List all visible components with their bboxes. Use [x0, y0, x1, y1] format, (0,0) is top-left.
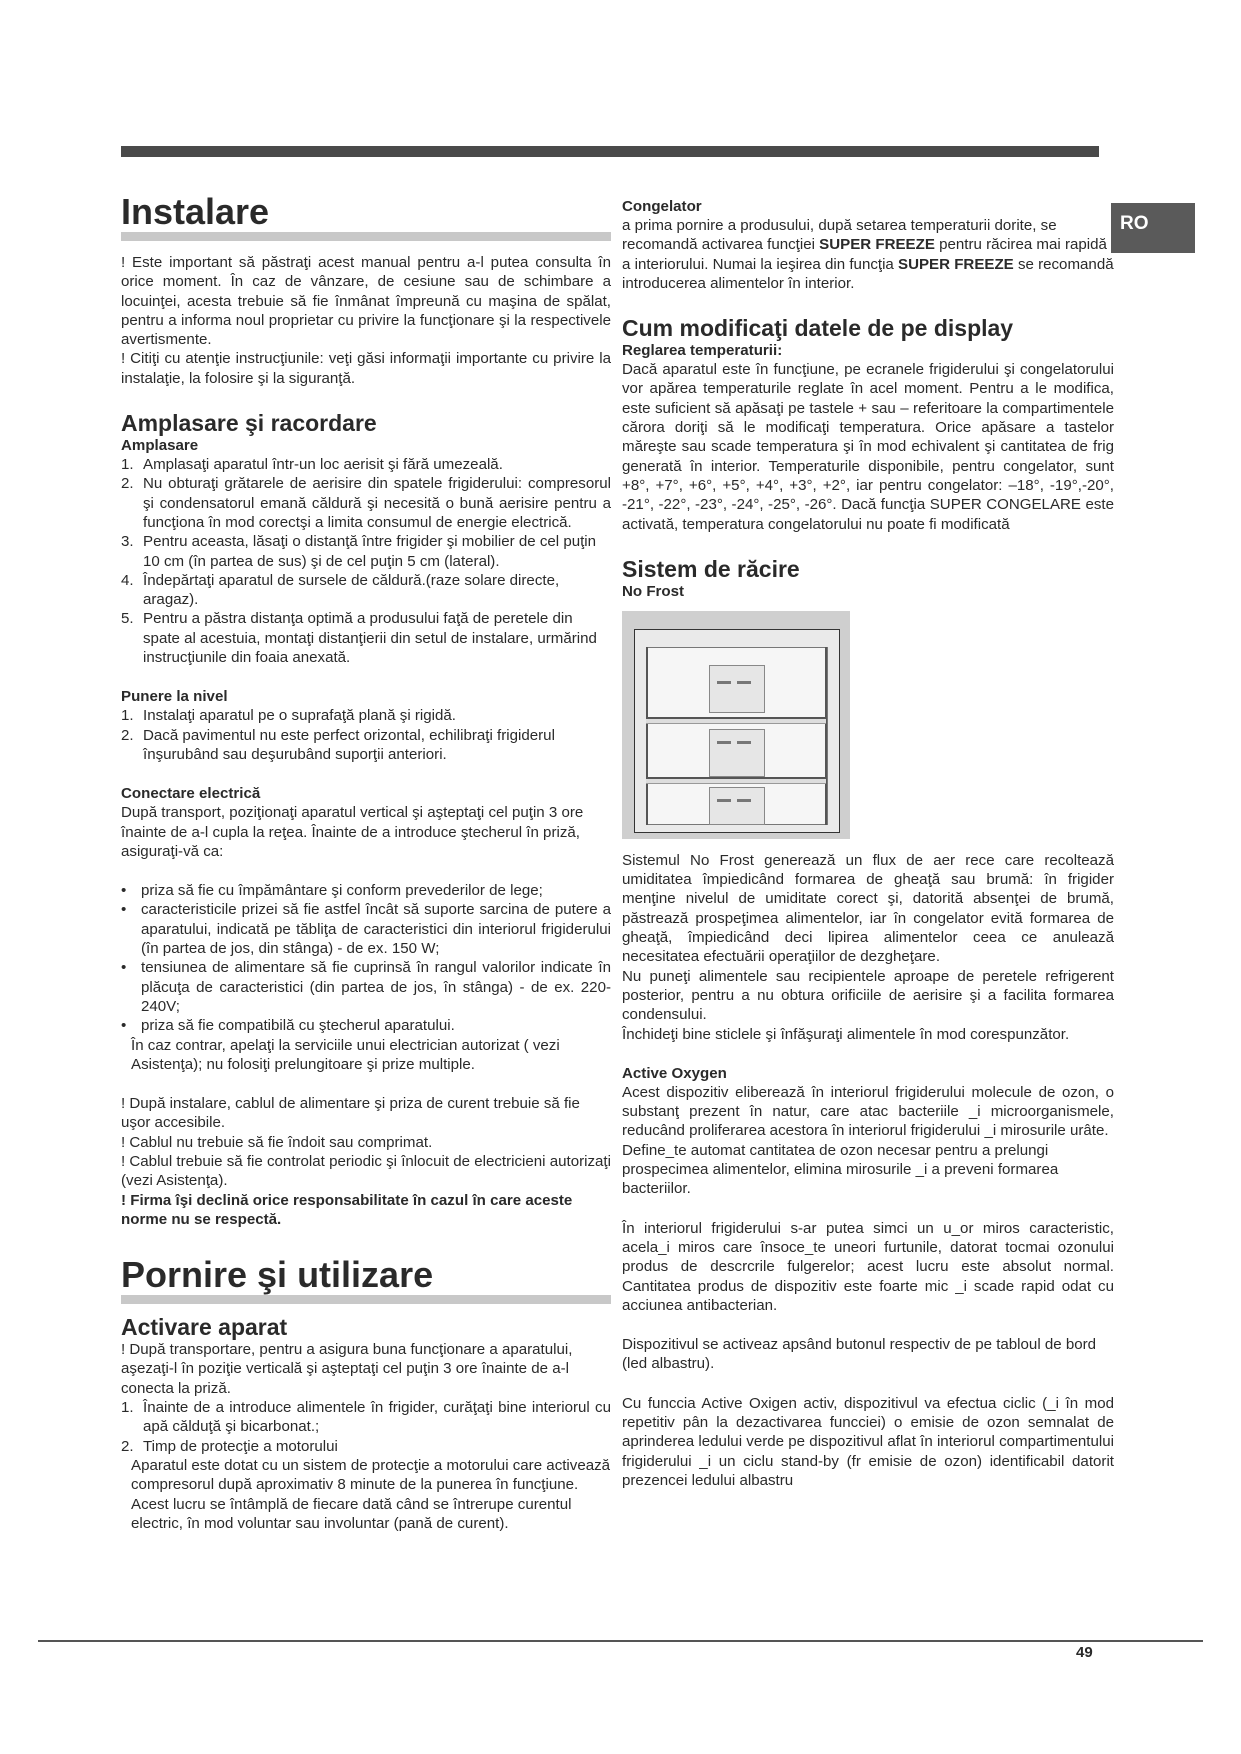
list-item: 4. Îndepărtaţi aparatul de sursele de căldură.(raze solare directe, aragaz). [121, 571, 560, 609]
list-item: 2. Dacă pavimentul nu este perfect orizontal, echilibraţi frigiderul înşurubând sau deşurubând suporţii anteriori. [121, 726, 555, 763]
motor-protection-text: Aparatul este dotat cu un sistem de protecţie a motorului care activează compresorul după aproximativ 8 minute de la punerea în funcţiune. Acest lucru se întâmplă de fiecare dată când se întrerupe curentul electric, în mod voluntar sau involuntar (pană de curent). [131, 1456, 611, 1532]
bullet-item: • tensiunea de alimentare să fie cuprinsă în rangul valorilor indicate în plăcuţa de caracteristici (din partea de jos, în stânga) - de ex. 220-240V; [121, 958, 611, 1016]
oxygen-para-4: Dispozitivul se activeaz apsând butonul respectiv de pe tabloul de bord (led albastru). [622, 1336, 1097, 1373]
subheading-amplasare: Amplasare [121, 437, 199, 455]
air-vent [717, 681, 731, 684]
list-item: 3. Pentru aceasta, lăsaţi o distanţă între frigider şi mobilier de cel puţin 10 cm (în partea de sus) şi de cel puţin 5 cm (lateral). [121, 533, 597, 570]
bullet-item: • caracteristicile prizei să fie astfel încât să suporte sarcina de putere a aparatului, indicată pe tăbliţa de caracteristici din interiorul frigiderului (în partea de jos, din stânga) - de ex. 150 W; [121, 900, 611, 958]
nofrost-para-3: Închideţi bine sticlele şi înfăşuraţi alimentele în mod corespunzător. [622, 1025, 1070, 1043]
pornire-list [121, 1398, 611, 1456]
heading-sistem-racire: Sistem de răcire [622, 555, 800, 582]
bullet-item: • priza să fie cu împământare şi conform prevederilor de lege; [121, 881, 611, 900]
language-tab: RO [1111, 203, 1195, 253]
amplasare-list [121, 455, 611, 667]
heading-display: Cum modificaţi datele de pe display [622, 315, 1014, 342]
subheading-congelator: Congelator [622, 198, 702, 215]
fridge-wall-right [825, 647, 827, 825]
air-vent [717, 799, 731, 802]
right-column [622, 197, 1114, 1490]
fridge-drawer [709, 665, 765, 713]
pornire-para-1: ! După transportare, pentru a asigura buna funcţionare a aparatului, aşezaţi-l în poziţie verticală şi aşteptaţi cel puţin 3 ore înainte de a-l conecta la priză. [121, 1341, 573, 1397]
instalare-para-2: ! Citiţi cu atenţie instrucţiunile: veţi găsi informaţii importante cu privire la instalaţie, la folosire şi la siguranţă. [121, 350, 611, 387]
subheading-no-frost: No Frost [622, 582, 685, 600]
heading-activare-aparat: Activare aparat [121, 1314, 288, 1341]
electric-bullets [121, 881, 611, 1035]
list-item: 2. Timp de protecţie a motorului [121, 1437, 338, 1455]
fridge-drawer [709, 729, 765, 777]
page-number: 49 [1076, 1644, 1093, 1661]
list-item: 1. Amplasaţi aparatul într-un loc aerisit şi fără umezeală. [121, 456, 503, 474]
instalare-para-1: ! Este important să păstraţi acest manual pentru a-l putea consulta în orice moment. În caz de vânzare, de cesiune sau de schimbare a locuinţei, acesta trebuie să fie înmânat împreună cu maşina de spălat, pentru a informa noul proprietar cu privire la funcţionare şi la respectivele avertismente. [121, 254, 611, 349]
bottom-rule [38, 1640, 1203, 1642]
electric-after: În caz contrar, apelaţi la serviciile unui electrician autorizat ( vezi Asistenţa); nu folosiţi prelungitoare şi prize multiple. [131, 1036, 560, 1073]
air-vent [737, 799, 751, 802]
warning-1: ! După instalare, cablul de alimentare şi priza de curent trebuie să fie uşor accesibile. [121, 1095, 580, 1132]
air-vent [737, 681, 751, 684]
subheading-reglarea: Reglarea temperaturii: [622, 342, 783, 360]
bullet-item: • priza să fie compatibilă cu ştecherul aparatului. [121, 1016, 611, 1035]
nofrost-para-1: Sistemul No Frost generează un flux de aer rece care recoltează umiditatea împiedicând formarea de gheaţă sau brumă: în frigider menţine nivelul de umiditate corect şi, datorită absenţei de brumă, păstrează prospeţimea alimentelor, iar în congelator evită formarea de gheaţă, împiedicând deci lipirea alimentelor ceea ce anulează necesitatea efectuării operaţiilor de dezgheţare. [622, 851, 1114, 966]
list-item: 5. Pentru a păstra distanţa optimă a produsului faţă de peretele din spate al acestuia, montaţi distanţierii din setul de instalare, urmărind instrucţiunile din foaia anexată. [121, 610, 597, 667]
warning-4: ! Firma îşi declină orice responsabilitate în cazul în care aceste norme nu se respectă. [121, 1191, 573, 1228]
oxygen-para-5: Cu funccia Active Oxigen activ, dispozitivul va efectua ciclic (_i în mod repetitiv pân la dezactivarea funcciei) o emisie de ozon semnalat de aprinderea ledului verde pe dispozitivul aflat în interiorul compartimentului frigiderului _i un ciclu stand-by (fr emisie de ozon) identificabil datorit prezencei ledului albastru [622, 1394, 1114, 1489]
fridge-wall-left [646, 647, 648, 825]
fridge-shelf [646, 777, 826, 784]
warning-2: ! Cablul nu trebuie să fie îndoit sau comprimat. [121, 1133, 433, 1151]
heading-amplasare-racordare: Amplasare şi racordare [121, 410, 377, 437]
list-item: 1. Înainte de a introduce alimentele în frigider, curăţaţi bine interiorul cu apă călduţă şi bicarbonat.; [121, 1399, 611, 1436]
air-vent [717, 741, 731, 744]
left-column [121, 192, 611, 1533]
fridge-shelf [646, 717, 826, 724]
oxygen-para-2: Define_te automat cantitatea de ozon necesar pentru a prelungi prospecimea alimentelor, elimina mirosurile _i a preveni formarea bacteriilor. [622, 1141, 1059, 1198]
subheading-active-oxygen: Active Oxygen [622, 1064, 727, 1082]
list-item: 2. Nu obturaţi grătarele de aerisire din spatele frigiderului: compresorul şi condensatorul emană căldură şi necesită o bună aerisire pentru a funcţiona în mod corectşi a limita consumul de energie electrică. [121, 475, 611, 531]
oxygen-para-3: În interiorul frigiderului s-ar putea simci un u_or miros caracteristic, acela_i miros care însoce_te uneori furtunile, datorat tocmai ozonului produs de descrcrile fulgerelor; acest lucru este absolut normal. Cantitatea produs de dispozitiv este foarte mic _i scade rapid odat cu acciunea antibacterian. [622, 1219, 1114, 1314]
warning-3: ! Cablul trebuie să fie controlat periodic şi înlocuit de electricieni autorizaţi (vezi Asistenţa). [121, 1152, 611, 1190]
air-vent [737, 741, 751, 744]
section-title-instalare: Instalare [121, 192, 611, 241]
fridge-drawer [709, 787, 765, 825]
section-title-pornire: Pornire şi utilizare [121, 1255, 611, 1304]
congelator-text: a prima pornire a produsului, după setarea temperaturii dorite, se recomandă activarea funcţiei SUPER FREEZE pentru răcirea mai rapidă a interiorului. Numai la ieşirea din funcţia SUPER FREEZE se recomandă introducerea alimentelor în interior. [622, 217, 1114, 292]
top-rule [121, 146, 1099, 157]
display-text: Dacă aparatul este în funcţiune, pe ecranele frigiderului şi congelatorului vor apărea temperaturile reglate în acel moment. Pentru a le modifica, este suficient să apăsaţi pe tastele + sau – referitoare la compartimentele cărora doriţi să le modificaţi temperatura. Orice apăsare a tastelor măreşte sau scade temperatura şi în mod echivalent şi cantitatea de frig generată în interior. Temperaturile disponibile, pentru congelator, sunt +8°, +7°, +6°, +5°, +4°, +3°, +2°, iar pentru congelator: –18°, -19°,-20°, -21°, -22°, -23°, -24°, -25°, -26°. Dacă funcţia SUPER CONGELARE este activată, temperatura congelatorului nu poate fi modificată [622, 361, 1114, 533]
nofrost-para-2: Nu puneţi alimentele sau recipientele aproape de peretele refrigerent posterior, pentru a nu obtura orificiile de aerisire şi a facilita formarea condensului. [622, 967, 1114, 1024]
list-item: 1. Instalaţi aparatul pe o suprafaţă plană şi rigidă. [121, 707, 456, 725]
subheading-conectare-electrica: Conectare electrică [121, 785, 261, 803]
oxygen-para-1: Acest dispozitiv eliberează în interiorul frigiderului molecule de ozon, o substanţ prezent în natur, care atac bacteriile _i microorganismele, reducând proliferarea acestora în interiorul frigiderului _i mirosurile urâte. [622, 1083, 1114, 1140]
electric-intro: După transport, poziţionaţi aparatul vertical şi aşteptaţi cel puţin 3 ore înainte de a-l cupla la reţea. Înainte de a introduce ştecherul în priză, asiguraţi-vă ca: [121, 804, 584, 860]
subheading-punere-nivel: Punere la nivel [121, 688, 228, 706]
nivel-list [121, 706, 611, 764]
fridge-interior-illustration [622, 611, 850, 839]
